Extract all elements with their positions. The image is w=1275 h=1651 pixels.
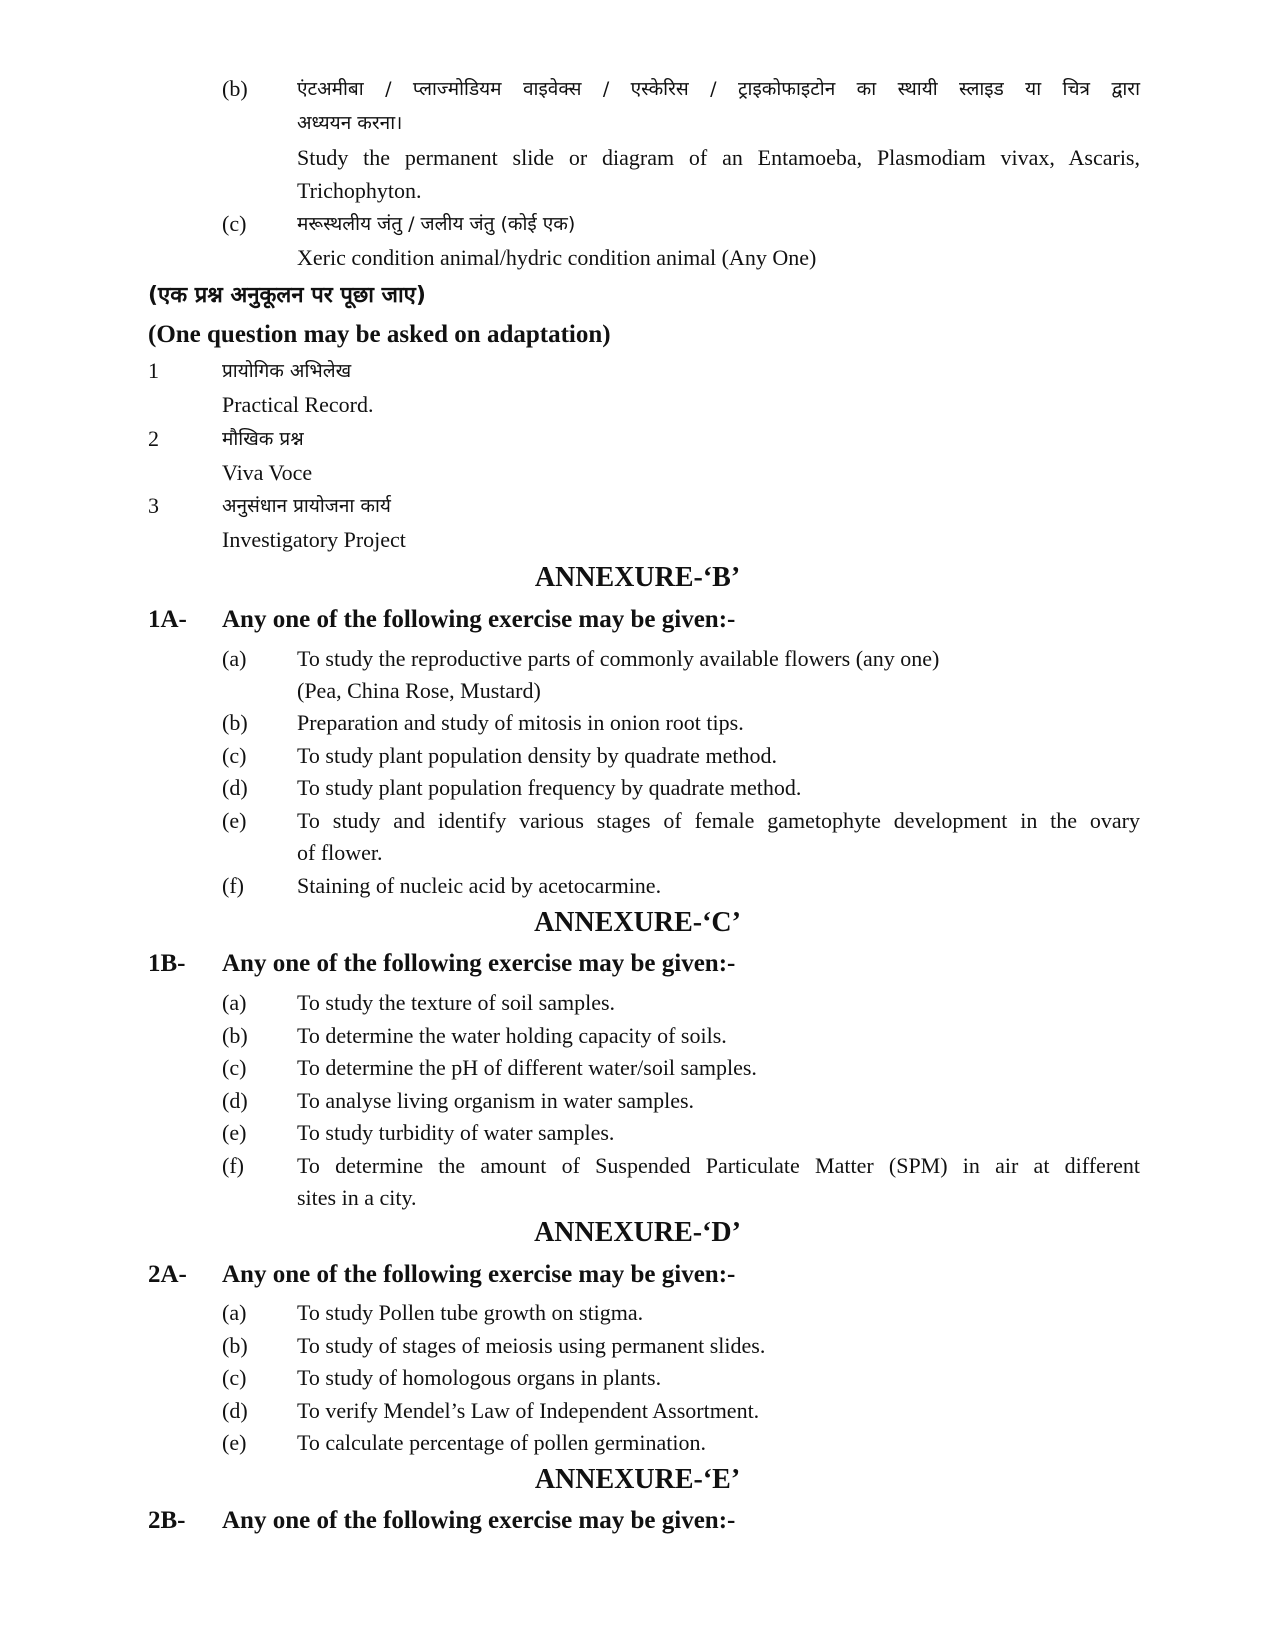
section-label: 1A- [148, 606, 187, 633]
list-item-text: To study plant population frequency by quadrate method. [297, 775, 802, 800]
list-item-text: To study of homologous organs in plants. [297, 1365, 662, 1390]
item-label: (a) [222, 1300, 247, 1325]
list-item-text: To study turbidity of water samples. [297, 1120, 615, 1145]
section-heading: Any one of the following exercise may be given:- [222, 1261, 736, 1288]
list-item-text: To determine the pH of different water/soil samples. [297, 1055, 757, 1080]
hindi-text: अध्ययन करना। [297, 112, 403, 134]
item-label: (e) [222, 1120, 247, 1145]
hindi-text: प्रायोगिक अभिलेख [222, 360, 352, 382]
list-item-text: To determine the amount of Suspended Particulate Matter (SPM) in air at different [297, 1153, 1140, 1178]
hindi-text: अनुसंधान प्रायोजना कार्य [222, 495, 391, 517]
item-label: (b) [222, 1023, 248, 1048]
list-item-text: Preparation and study of mitosis in onion root tips. [297, 710, 744, 735]
item-label: (d) [222, 1398, 248, 1423]
item-label: (c) [222, 1365, 247, 1390]
list-item-text: To study the reproductive parts of commonly available flowers (any one) [297, 646, 940, 671]
item-label: (f) [222, 873, 244, 898]
item-number: 2 [148, 426, 159, 451]
annexure-e-title: ANNEXURE-‘E’ [534, 1464, 741, 1495]
list-item-text: To study and identify various stages of female gametophyte development in the ovary [297, 808, 1140, 833]
section-label: 2B- [148, 1507, 186, 1534]
annexure-d-title: ANNEXURE-‘D’ [534, 1217, 741, 1248]
item-label: (f) [222, 1153, 244, 1178]
section-heading: Any one of the following exercise may be given:- [222, 1507, 736, 1534]
item-label: (b) [222, 76, 248, 101]
item-label: (c) [222, 211, 247, 236]
annexure-c-title: ANNEXURE-‘C’ [534, 907, 741, 938]
item-label: (d) [222, 1088, 248, 1113]
hindi-text: एंटअमीबा / प्लाज्मोडियम वाइवेक्स / एस्केरिस / ट्राइकोफाइटोन का स्थायी स्लाइड या चित्र द्वारा [297, 78, 1140, 100]
list-item-text: To analyse living organism in water samples. [297, 1088, 695, 1113]
item-label: (a) [222, 646, 247, 671]
english-text: Viva Voce [222, 460, 313, 485]
item-label: (b) [222, 1333, 248, 1358]
section-label: 1B- [148, 950, 186, 977]
section-heading: Any one of the following exercise may be given:- [222, 606, 736, 633]
section-label: 2A- [148, 1261, 187, 1288]
item-number: 1 [148, 358, 159, 383]
annexure-b-title: ANNEXURE-‘B’ [534, 562, 741, 593]
list-item-text: To study of stages of meiosis using permanent slides. [297, 1333, 766, 1358]
list-item-text: of flower. [297, 840, 383, 865]
item-label: (b) [222, 710, 248, 735]
item-label: (c) [222, 743, 247, 768]
english-text: Investigatory Project [222, 527, 406, 552]
item-number: 3 [148, 493, 159, 518]
list-item-text: To determine the water holding capacity of soils. [297, 1023, 727, 1048]
english-text: Practical Record. [222, 392, 374, 417]
english-text: Xeric condition animal/hydric condition animal (Any One) [297, 245, 817, 270]
english-text: Study the permanent slide or diagram of an Entamoeba, Plasmodiam vivax, Ascaris, [297, 145, 1140, 170]
item-label: (c) [222, 1055, 247, 1080]
list-item-text: To study Pollen tube growth on stigma. [297, 1300, 644, 1325]
english-text: Trichophyton. [297, 178, 422, 203]
list-item-text: To calculate percentage of pollen germination. [297, 1430, 706, 1455]
item-label: (e) [222, 1430, 247, 1455]
note-english: (One question may be asked on adaptation) [148, 321, 611, 348]
list-item-text: (Pea, China Rose, Mustard) [297, 678, 541, 703]
item-label: (a) [222, 990, 247, 1015]
item-label: (d) [222, 775, 248, 800]
list-item-text: Staining of nucleic acid by acetocarmine. [297, 873, 662, 898]
hindi-text: मौखिक प्रश्न [222, 428, 304, 450]
list-item-text: To study plant population density by quadrate method. [297, 743, 777, 768]
list-item-text: To study the texture of soil samples. [297, 990, 616, 1015]
section-heading: Any one of the following exercise may be given:- [222, 950, 736, 977]
list-item-text: To verify Mendel’s Law of Independent Assortment. [297, 1398, 760, 1423]
hindi-text: मरूस्थलीय जंतु / जलीय जंतु (कोई एक) [297, 213, 576, 235]
item-label: (e) [222, 808, 247, 833]
list-item-text: sites in a city. [297, 1185, 417, 1210]
note-hindi: (एक प्रश्न अनुकूलन पर पूछा जाए) [148, 283, 426, 308]
